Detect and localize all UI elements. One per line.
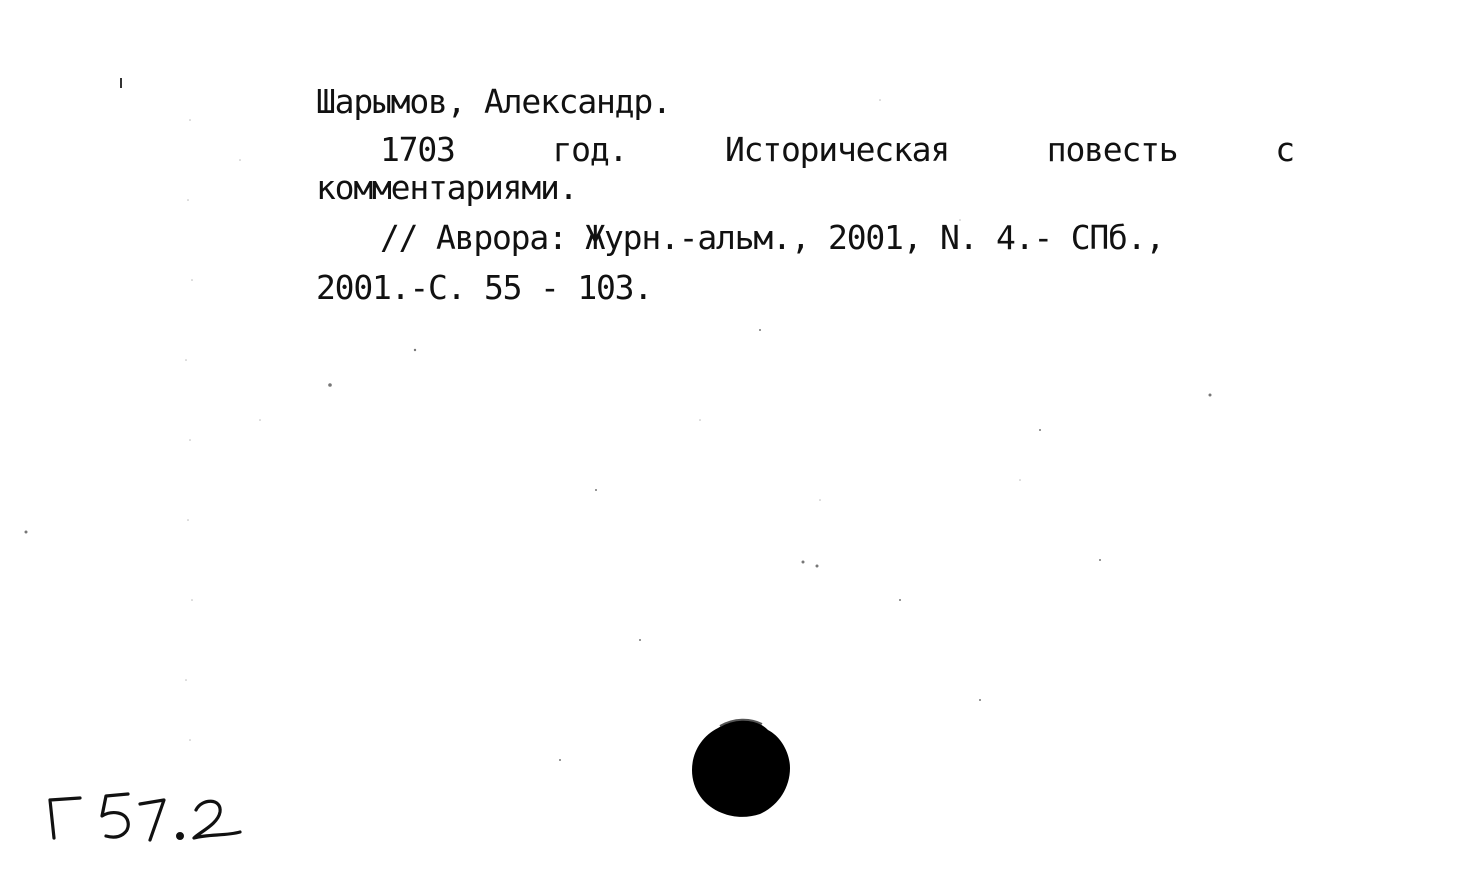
title-word: с [1275, 130, 1294, 169]
handwritten-shelf-mark [40, 780, 260, 850]
title-word: повесть [1046, 130, 1178, 169]
source-line-2: 2001.-С. 55 - 103. [316, 268, 653, 307]
title-word: Историческая [724, 130, 949, 169]
title-word: 1703 [380, 130, 455, 169]
title-word: год. [552, 130, 628, 169]
title-continuation: комментариями. [316, 168, 578, 207]
source-line-1: // Аврора: Журн.-альм., 2001, N. 4.- СПб., [380, 218, 1165, 257]
margin-tick-mark [120, 78, 122, 88]
bibliographic-entry [316, 78, 1294, 312]
author-line: Шарымов, Александр. [316, 82, 671, 121]
punch-hole-icon [690, 718, 792, 818]
